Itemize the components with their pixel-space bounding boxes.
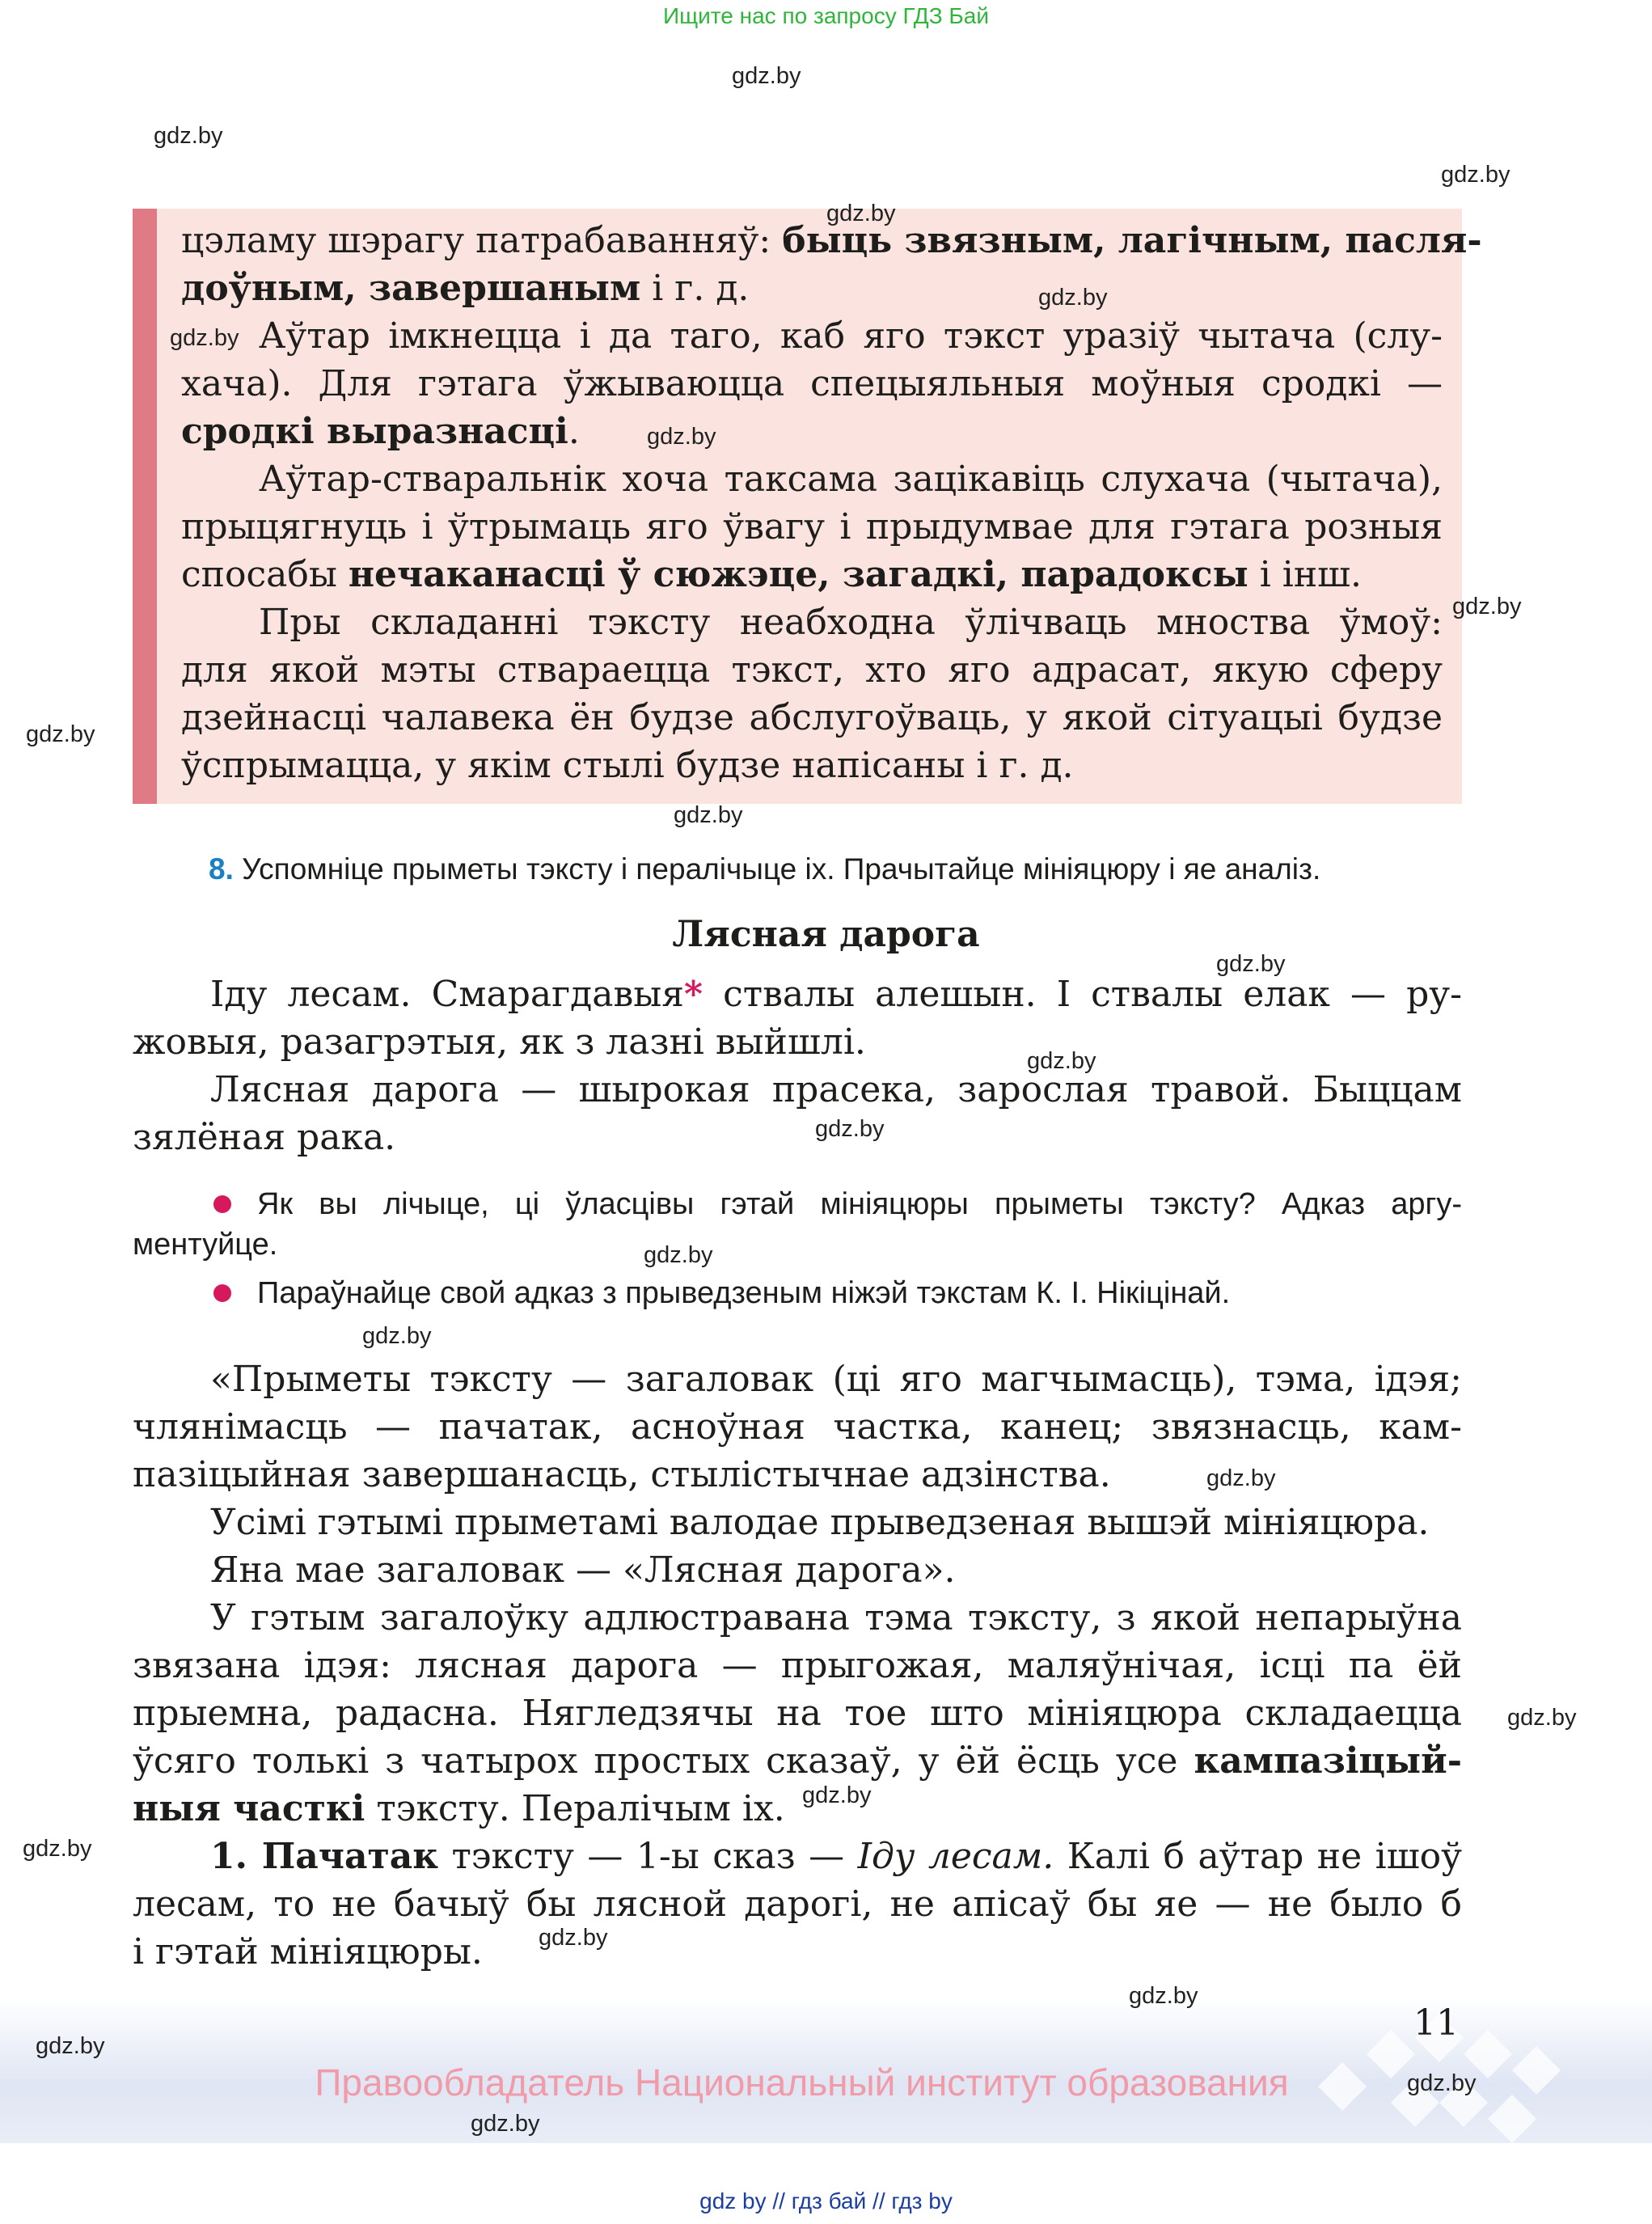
text-line: ныя часткі тэксту. Пералічым іх. bbox=[133, 1788, 785, 1829]
text-line: ўсяго толькі з чатырох простых сказаў, у ёй ёсць усе кампазіцый- bbox=[133, 1740, 1462, 1782]
text-line: Пры складанні тэксту неабходна ўлічваць мноства ўмоў: bbox=[259, 602, 1443, 643]
watermark: gdz.by bbox=[362, 1323, 432, 1349]
watermark: gdz.by bbox=[1452, 594, 1522, 619]
text-line: пазіцыйная завершанасць, стылістычнае адзінства. bbox=[133, 1454, 1111, 1495]
watermark: gdz.by bbox=[170, 325, 239, 351]
text-line: цэламу шэрагу патрабаванняў: быць звязным, лагічным, пасля- bbox=[181, 220, 1482, 261]
task-text: Успомніце прыметы тэксту і пералічыце іх. Прачытайце мініяцюру і яе аналіз. bbox=[233, 852, 1321, 886]
watermark: gdz.by bbox=[815, 1116, 885, 1142]
text-line: Іду лесам. Смарагдавыя* ствалы алешын. І ствалы елак — ру- bbox=[210, 974, 1463, 1015]
text-line: ўспрымацца, у якім стылі будзе напісаны і г. д. bbox=[181, 745, 1074, 786]
text-line: зялёная рака. bbox=[133, 1117, 396, 1158]
watermark: gdz.by bbox=[1027, 1048, 1096, 1074]
text-line: звязана ідэя: лясная дарога — прыгожая, маляўнічая, ісці па ёй bbox=[133, 1645, 1462, 1686]
watermark: gdz.by bbox=[1206, 1465, 1276, 1491]
bullet-icon bbox=[213, 1195, 231, 1213]
watermark: gdz.by bbox=[1038, 285, 1108, 311]
theory-accent-bar bbox=[133, 209, 157, 804]
list-item-continuation: ментуйце. bbox=[133, 1228, 278, 1262]
watermark: gdz.by bbox=[471, 2111, 540, 2137]
text-line: 1. Пачатак тэксту — 1-ы сказ — Іду лесам. Калі б аўтар не ішоў bbox=[210, 1836, 1463, 1877]
watermark: gdz.by bbox=[644, 1242, 713, 1268]
text-line: прыцягнуць і ўтрымаць яго ўвагу і прыдумвае для гэтага розныя bbox=[181, 506, 1443, 548]
watermark: gdz.by bbox=[36, 2033, 105, 2059]
text-line: У гэтым загалоўку адлюстравана тэма тэксту, з якой непарыўна bbox=[210, 1597, 1462, 1638]
watermark: gdz.by bbox=[1216, 951, 1286, 977]
watermark: gdz.by bbox=[1407, 2070, 1477, 2096]
search-banner[interactable]: Ищите нас по запросу ГДЗ Бай bbox=[662, 3, 990, 28]
text-line: члянімасць — пачатак, асноўная частка, канец; звязнасць, кам- bbox=[133, 1406, 1462, 1448]
text-line: спосабы нечаканасці ў сюжэце, загадкі, парадоксы і інш. bbox=[181, 554, 1363, 595]
theory-text bbox=[181, 217, 1482, 789]
copyright-notice: Правообладатель Национальный институт образования bbox=[315, 2061, 1289, 2103]
watermark: gdz.by bbox=[539, 1925, 608, 1951]
watermark: gdz.by bbox=[674, 802, 743, 828]
text-line: Аўтар імкнецца і да таго, каб яго тэкст уразіў чытача (слу- bbox=[259, 315, 1443, 357]
text-line: Яна мае загаловак — «Лясная дарога». bbox=[210, 1550, 956, 1591]
watermark: gdz.by bbox=[802, 1782, 872, 1808]
text-line: хача). Для гэтага ўжываюцца спецыяльныя моўныя сродкі — bbox=[181, 363, 1443, 404]
list-item bbox=[133, 1182, 1462, 1226]
text-line: доўным, завершаным і г. д. bbox=[181, 268, 750, 309]
watermark: gdz.by bbox=[826, 201, 896, 226]
questions-list bbox=[133, 1182, 1462, 1315]
watermark: gdz.by bbox=[732, 63, 801, 89]
text-line: лесам, то не бачыў бы лясной дарогі, не апісаў бы яе — не было б bbox=[133, 1884, 1462, 1925]
task-8 bbox=[209, 851, 1460, 888]
list-item-text: Параўнайце свой адказ з прыведзеным ніжэй тэкстам К. І. Нікіцінай. bbox=[257, 1276, 1231, 1310]
text-line: Аўтар-ствaральнік хоча таксама зацікавіць слухача (чытача), bbox=[259, 459, 1443, 500]
text-line: прыемна, радасна. Нягледзячы на тое што мініяцюра складаецца bbox=[133, 1693, 1462, 1734]
footnote-asterisk: * bbox=[684, 974, 703, 1015]
bullet-icon bbox=[213, 1284, 231, 1302]
text-line: дзейнасці чалавека ён будзе абслугоўваць, у якой сітуацыі будзе bbox=[181, 697, 1443, 738]
text-line: «Прыметы тэксту — загаловак (ці яго магчымасць), тэма, ідэя; bbox=[210, 1359, 1462, 1400]
text-line: Усімі гэтымі прыметамі валодае прыведзеная вышэй мініяцюра. bbox=[210, 1502, 1430, 1543]
list-item bbox=[133, 1271, 1462, 1315]
task-number: 8. bbox=[209, 852, 234, 886]
page-number: 11 bbox=[1413, 2002, 1459, 2044]
watermark: gdz.by bbox=[1441, 162, 1510, 188]
analysis-text bbox=[133, 1355, 1462, 1976]
watermark: gdz.by bbox=[154, 123, 223, 149]
watermark: gdz.by bbox=[647, 424, 716, 450]
text-line: для якой мэты ствараецца тэкст, хто яго адрасат, якую сферу bbox=[181, 649, 1443, 691]
text-line: і гэтай мініяцюры. bbox=[133, 1931, 483, 1972]
watermark: gdz.by bbox=[1129, 1983, 1198, 2009]
text-line: сродкі выразнасці. bbox=[181, 411, 580, 452]
watermark: gdz.by bbox=[26, 721, 95, 747]
bottom-links[interactable]: gdz by // гдз бай // гдз by bbox=[699, 2188, 953, 2213]
miniature-title: Лясная дарога bbox=[672, 914, 980, 955]
text-line: Лясная дарога — шырокая прасека, зарослая травой. Быццам bbox=[210, 1069, 1462, 1110]
watermark: gdz.by bbox=[1507, 1705, 1577, 1731]
list-item-text: Як вы лічыце, ці ўласцівы гэтай мініяцюры прыметы тэксту? Адказ аргу- bbox=[257, 1187, 1462, 1221]
watermark: gdz.by bbox=[23, 1836, 92, 1862]
miniature-text bbox=[133, 970, 1462, 1161]
text-line: жовыя, разагрэтыя, як з лазні выйшлі. bbox=[133, 1021, 866, 1063]
